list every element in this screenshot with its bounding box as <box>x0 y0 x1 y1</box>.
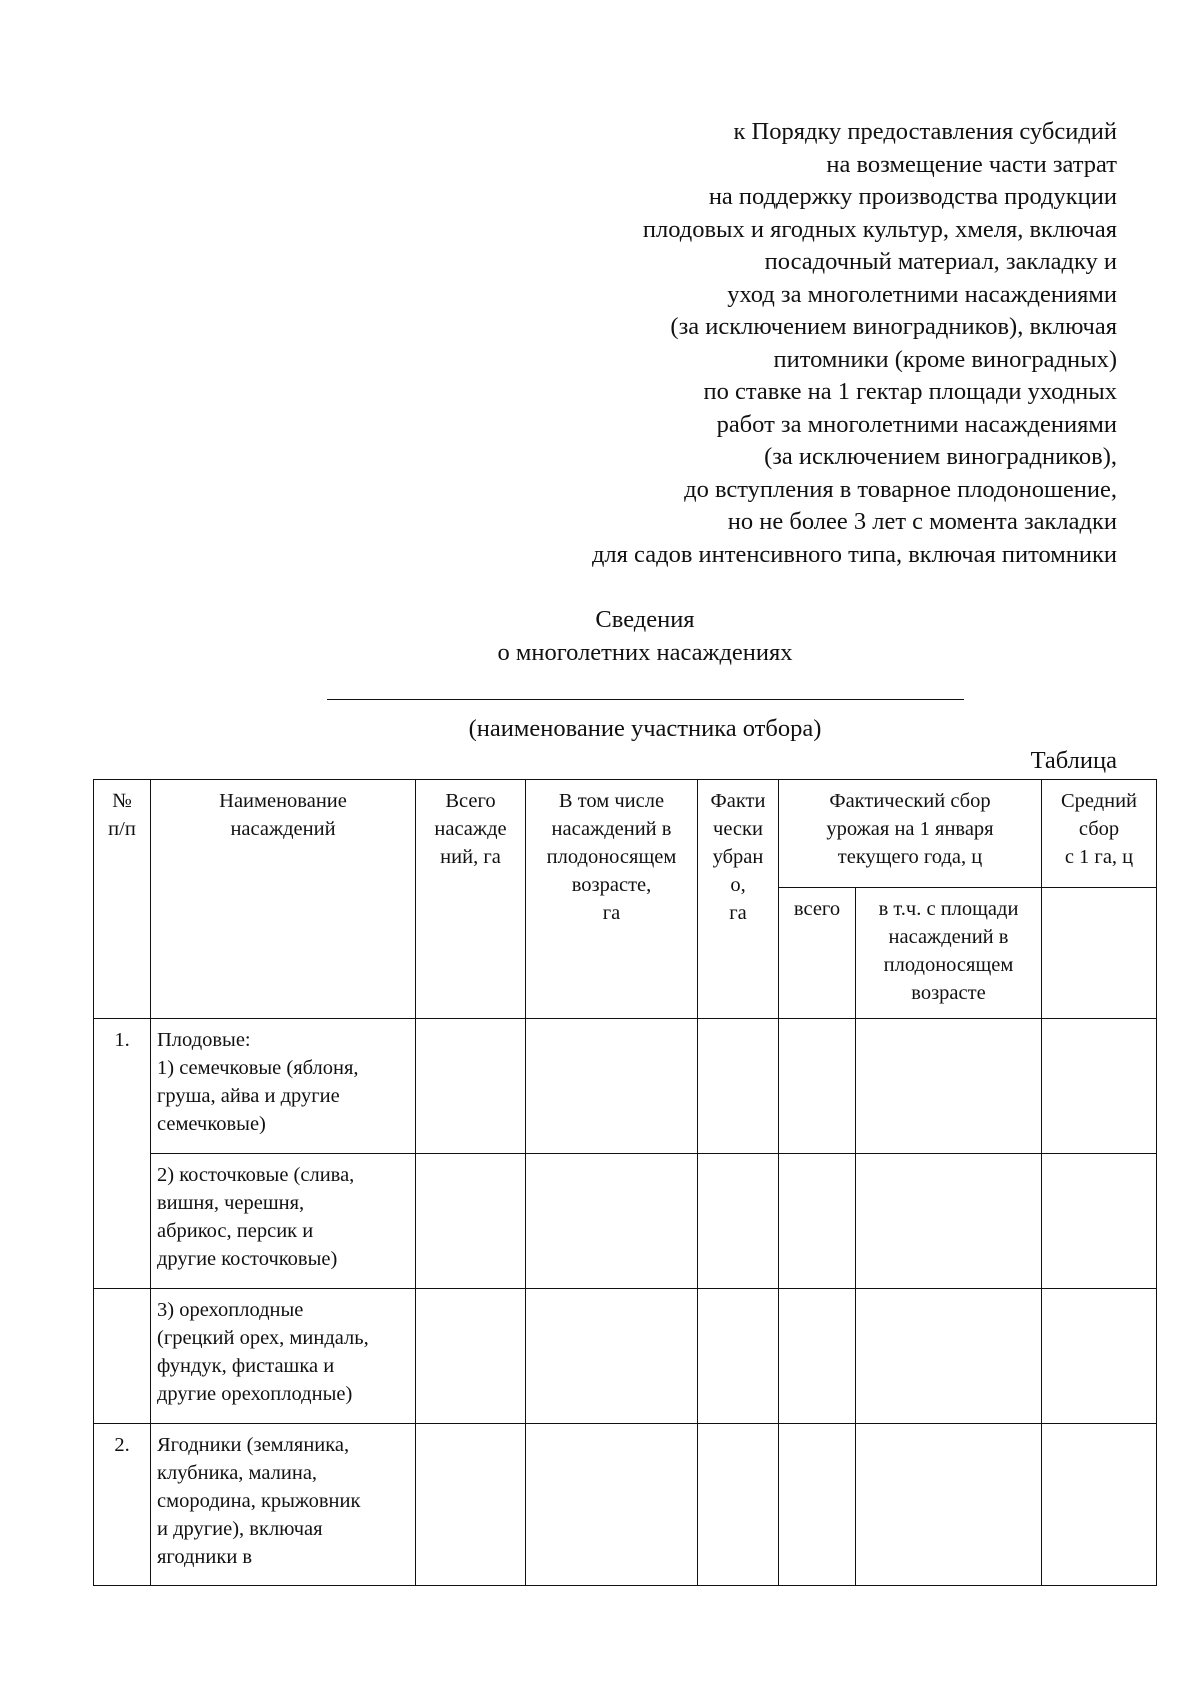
header-total-area: Всего насажде ний, га <box>416 780 526 1019</box>
cell-harvest-total[interactable] <box>779 1019 856 1154</box>
appendix-line: уход за многолетними насаждениями <box>727 280 1117 308</box>
cell-avg-yield[interactable] <box>1042 1424 1157 1586</box>
cell-harvested[interactable] <box>698 1289 779 1424</box>
title-line-2: о многолетних насаждениях <box>497 638 793 666</box>
cell-harvest-total[interactable] <box>779 1289 856 1424</box>
row-num: 2. <box>94 1424 151 1586</box>
appendix-line: по ставке на 1 гектар площади уходных <box>703 378 1117 405</box>
table-row <box>94 1289 1157 1424</box>
cell-avg-yield[interactable] <box>1042 1289 1157 1424</box>
cell-harvest-total[interactable] <box>779 1154 856 1289</box>
cell-total-area[interactable] <box>416 1154 526 1289</box>
table-row <box>94 1019 1157 1154</box>
appendix-line: (за исключением виноградников), <box>764 443 1117 470</box>
appendix-line: плодовых и ягодных культур, хмеля, включая <box>642 215 1117 243</box>
header-harvested: Факти чески убран о, га <box>698 780 779 1019</box>
appendix-line: работ за многолетними насаждениями <box>716 410 1117 438</box>
row-name: 2) косточковые (слива, вишня, черешня, абрикос, персик и другие косточковые) <box>151 1154 416 1289</box>
cell-harvest-fruiting[interactable] <box>856 1424 1042 1586</box>
appendix-line: но не более 3 лет с момента закладки <box>727 508 1117 535</box>
header-name: Наименование насаждений <box>151 780 416 1019</box>
table-row <box>94 1154 1157 1289</box>
table-row <box>94 1424 1157 1586</box>
cell-harvested[interactable] <box>698 1019 779 1154</box>
appendix-line: до вступления в товарное плодоношение, <box>684 475 1117 503</box>
row-name: Плодовые: 1) семечковые (яблоня, груша, айва и другие семечковые) <box>151 1019 416 1154</box>
cell-harvested[interactable] <box>698 1424 779 1586</box>
row-num: 1. <box>94 1019 151 1289</box>
cell-fruiting-area[interactable] <box>526 1289 698 1424</box>
participant-name-caption: (наименование участника отбора) <box>468 715 822 742</box>
cell-avg-yield[interactable] <box>1042 1154 1157 1289</box>
row-name: 3) орехоплодные (грецкий орех, миндаль, фундук, фисташка и другие орехоплодные) <box>151 1289 416 1424</box>
title-line-1: Сведения <box>595 606 695 633</box>
row-num <box>94 1289 151 1424</box>
appendix-line: посадочный материал, закладку и <box>764 248 1117 275</box>
appendix-reference <box>417 116 1117 571</box>
participant-name-blank-line <box>327 699 964 700</box>
header-fruiting-area: В том числе насаждений в плодоносящем возрасте, га <box>526 780 698 1019</box>
appendix-line: (за исключением виноградников), включая <box>670 313 1117 340</box>
appendix-line: питомники (кроме виноградных) <box>773 345 1117 373</box>
header-harvest-total: всего <box>779 888 856 1019</box>
appendix-line: на возмещение части затрат <box>826 150 1117 178</box>
header-avg-yield-sub <box>1042 888 1157 1019</box>
table-label: Таблица <box>1030 747 1117 774</box>
cell-harvested[interactable] <box>698 1154 779 1289</box>
appendix-line: к Порядку предоставления субсидий <box>733 118 1117 145</box>
cell-harvest-fruiting[interactable] <box>856 1019 1042 1154</box>
row-name: Ягодники (земляника, клубника, малина, смородина, крыжовник и другие), включая ягодники в <box>151 1424 416 1586</box>
table-header-row <box>94 780 1157 888</box>
cell-avg-yield[interactable] <box>1042 1019 1157 1154</box>
cell-total-area[interactable] <box>416 1019 526 1154</box>
header-harvest-fruiting: в т.ч. с площади насаждений в плодоносящем возрасте <box>856 888 1042 1019</box>
header-avg-yield: Средний сбор с 1 га, ц <box>1042 780 1157 888</box>
cell-fruiting-area[interactable] <box>526 1424 698 1586</box>
cell-fruiting-area[interactable] <box>526 1154 698 1289</box>
cell-fruiting-area[interactable] <box>526 1019 698 1154</box>
plantings-table <box>93 779 1157 1586</box>
cell-harvest-fruiting[interactable] <box>856 1289 1042 1424</box>
appendix-line: для садов интенсивного типа, включая питомники <box>591 540 1117 568</box>
cell-total-area[interactable] <box>416 1424 526 1586</box>
appendix-line: на поддержку производства продукции <box>708 183 1117 210</box>
header-num: № п/п <box>94 780 151 1019</box>
cell-harvest-total[interactable] <box>779 1424 856 1586</box>
document-title <box>0 604 1200 669</box>
header-harvest-group: Фактический сбор урожая на 1 января текущего года, ц <box>779 780 1042 888</box>
cell-harvest-fruiting[interactable] <box>856 1154 1042 1289</box>
cell-total-area[interactable] <box>416 1289 526 1424</box>
